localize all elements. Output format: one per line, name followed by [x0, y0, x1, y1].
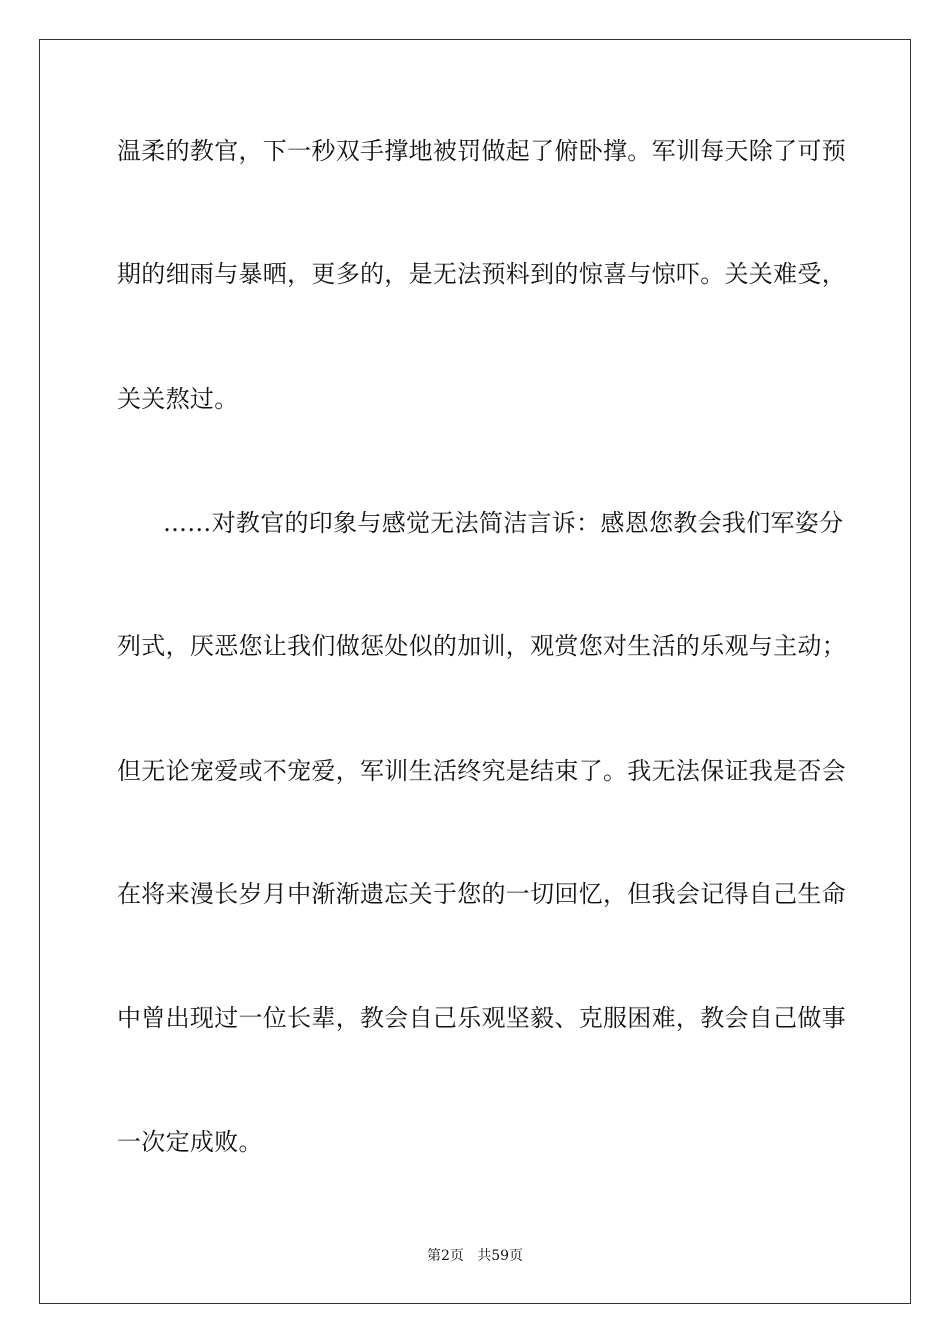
text-line-2: 期的细雨与暴晒，更多的，是无法预料到的惊喜与惊吓。关关难受，: [117, 260, 846, 288]
text-line-3: 关关熬过。: [117, 385, 239, 413]
page-footer: [0, 1247, 950, 1265]
text-line-5: 列式，厌恶您让我们做惩处似的加训，观赏您对生活的乐观与主动；: [117, 632, 846, 660]
text-line-9: 一次定成败。: [117, 1128, 263, 1156]
total-suffix: 页: [509, 1248, 524, 1264]
text-line-8: 中曾出现过一位长辈，教会自己乐观坚毅、克服困难，教会自己做事: [117, 1004, 846, 1032]
total-pages: 59: [491, 1248, 510, 1264]
page-number: 2: [440, 1248, 450, 1264]
text-line-1: 温柔的教官，下一秒双手撑地被罚做起了俯卧撑。军训每天除了可预: [117, 137, 846, 165]
page-label-suffix: 页: [449, 1248, 464, 1264]
text-line-6: 但无论宠爱或不宠爱，军训生活终究是结束了。我无法保证我是否会: [117, 757, 846, 785]
total-prefix: 共: [477, 1248, 492, 1264]
page-label-prefix: 第: [426, 1248, 441, 1264]
page-border: [39, 39, 911, 1304]
text-line-7: 在将来漫长岁月中渐渐遗忘关于您的一切回忆，但我会记得自己生命: [117, 880, 846, 908]
text-line-4: ……对教官的印象与感觉无法简洁言诉：感恩您教会我们军姿分: [163, 509, 844, 537]
